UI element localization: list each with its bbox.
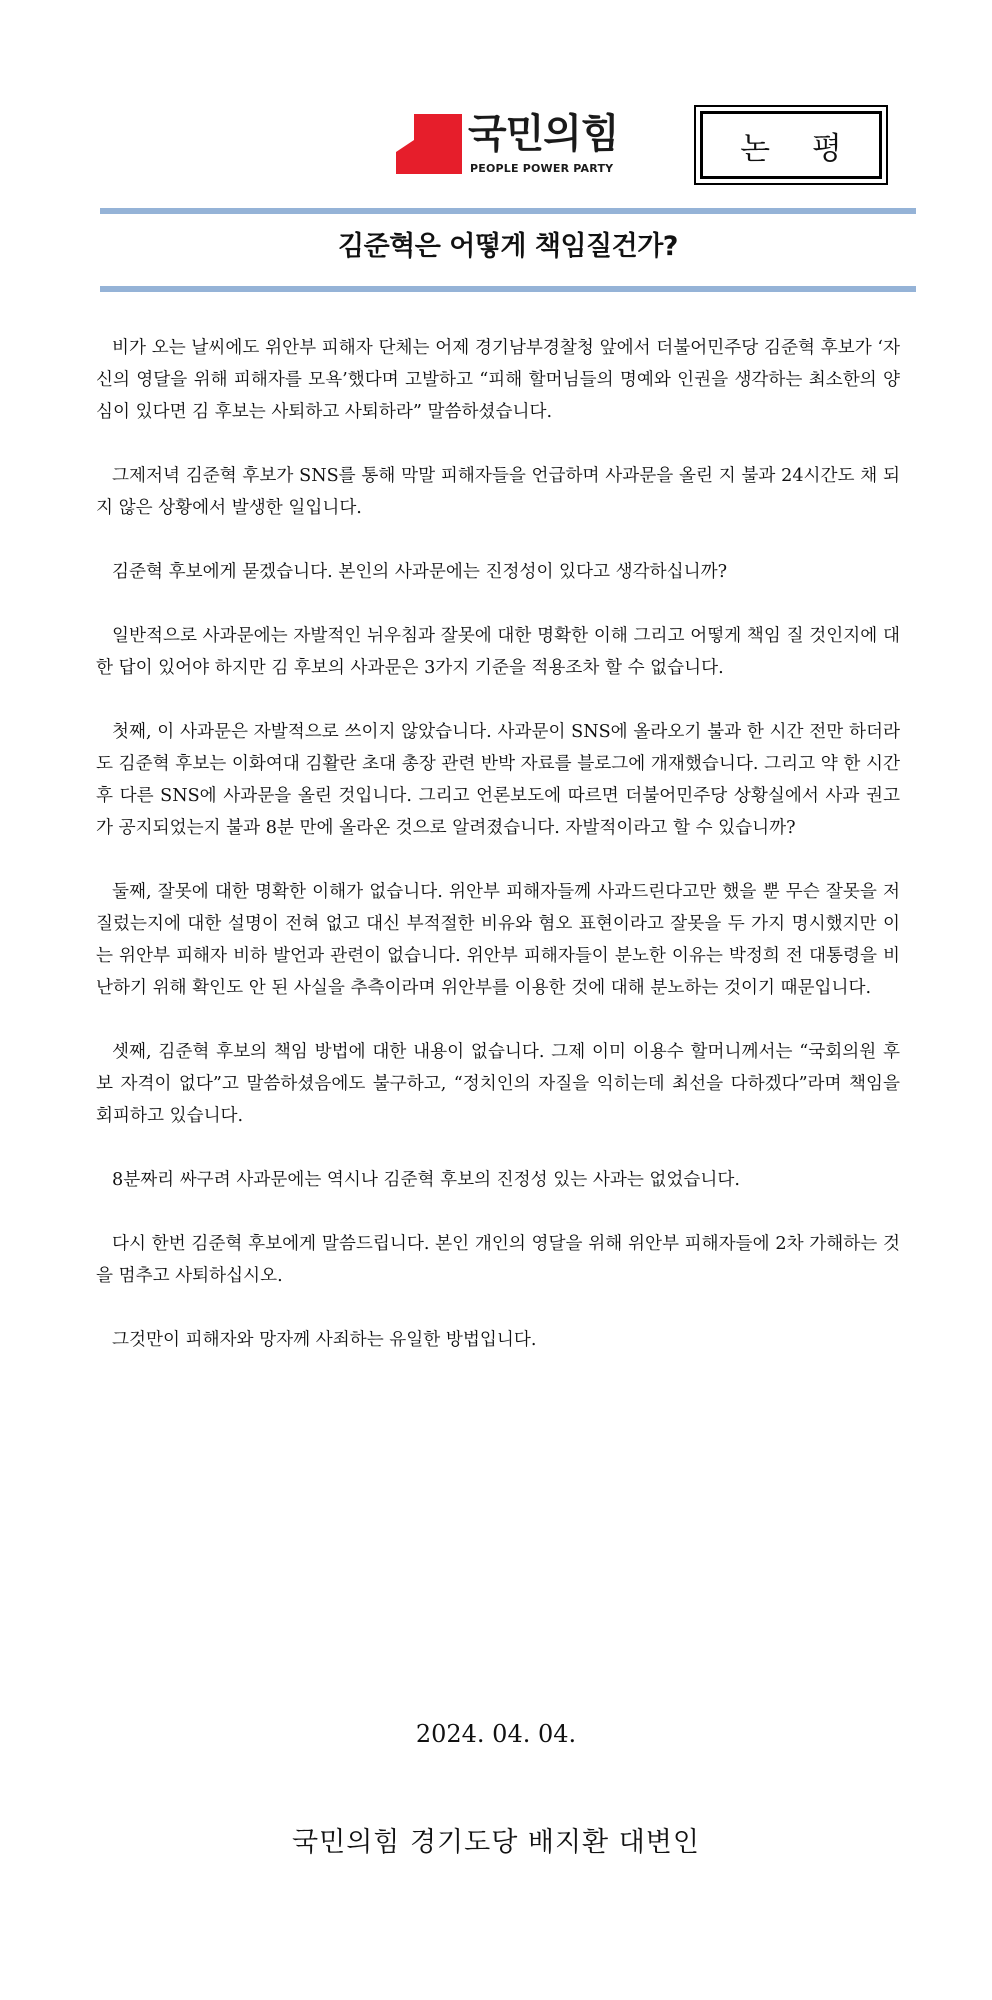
paragraph-9: 다시 한번 김준혁 후보에게 말씀드립니다. 본인 개인의 영달을 위해 위안부 피해자들에 2차 가해하는 것을 멈추고 사퇴하십시오. — [96, 1234, 900, 1286]
paragraph-10: 그것만이 피해자와 망자께 사죄하는 유일한 방법입니다. — [112, 1330, 537, 1350]
release-date: 2024. 04. 04. — [415, 1720, 577, 1748]
paragraph-3: 김준혁 후보에게 묻겠습니다. 본인의 사과문에는 진정성이 있다고 생각하십니까? — [112, 562, 728, 582]
paragraph-7: 셋째, 김준혁 후보의 책임 방법에 대한 내용이 없습니다. 그제 이미 이용수 할머니께서는 “국회의원 후보 자격이 없다”고 말씀하셨음에도 불구하고, “정치인의 자질을 익히는데 최선을 다하겠다”라며 책임을 회피하고 있습니다. — [96, 1042, 900, 1126]
page-title: 김준혁은 어떻게 책임질건가? — [338, 231, 678, 262]
paragraph-4: 일반적으로 사과문에는 자발적인 뉘우침과 잘못에 대한 명확한 이해 그리고 어떻게 책임 질 것인지에 대한 답이 있어야 하지만 김 후보의 사과문은 3가지 기준을 적용조차 할 수 없습니다. — [96, 626, 900, 678]
party-logo-icon — [396, 114, 462, 174]
paragraph-2: 그제저녁 김준혁 후보가 SNS를 통해 막말 피해자들을 언급하며 사과문을 올린 지 불과 24시간도 채 되지 않은 상황에서 발생한 일입니다. — [96, 466, 900, 518]
paragraph-1: 비가 오는 날씨에도 위안부 피해자 단체는 어제 경기남부경찰청 앞에서 더불어민주당 김준혁 후보가 ‘자신의 영달을 위해 피해자를 모욕’했다며 고발하고 “피해 할머님들의 명예와 인권을 생각하는 최소한의 양심이 있다면 김 후보는 사퇴하고 사퇴하라” 말씀하셨습니다. — [96, 338, 900, 422]
paragraph-8: 8분짜리 싸구려 사과문에는 역시나 김준혁 후보의 진정성 있는 사과는 없었습니다. — [112, 1170, 740, 1190]
party-logo-korean: 국민의힘 — [468, 111, 619, 157]
party-logo — [396, 110, 619, 182]
title-rule-top — [100, 208, 916, 214]
statement-body — [96, 332, 900, 1356]
spokesperson-signature: 국민의힘 경기도당 배지환 대변인 — [292, 1827, 700, 1858]
party-logo-english: PEOPLE POWER PARTY — [470, 162, 614, 175]
paragraph-6: 둘째, 잘못에 대한 명확한 이해가 없습니다. 위안부 피해자들께 사과드린다고만 했을 뿐 무슨 잘못을 저질렀는지에 대한 설명이 전혀 없고 대신 부적절한 비유와 혐오 표현이라고 잘못을 두 가지 명시했지만 이는 위안부 피해자 비하 발언과 관련이 없습니다. 위안부 피해자들이 분노한 이유는 박정희 전 대통령을 비난하기 위해 확인도 안 된 사실을 추측이라며 위안부를 이용한 것에 대해 분노하는 것이기 때문입니다. — [96, 882, 900, 998]
commentary-badge-label: 논 평 — [700, 111, 882, 179]
paragraph-5: 첫째, 이 사과문은 자발적으로 쓰이지 않았습니다. 사과문이 SNS에 올라오기 불과 한 시간 전만 하더라도 김준혁 후보는 이화여대 김활란 초대 총장 관련 반박 자료를 블로그에 개재했습니다. 그리고 약 한 시간 후 다른 SNS에 사과문을 올린 것입니다. 그리고 언론보도에 따르면 더불어민주당 상황실에서 사과 권고가 공지되었는지 불과 8분 만에 올라온 것으로 알려졌습니다. 자발적이라고 할 수 있습니까? — [96, 722, 900, 838]
commentary-badge — [694, 105, 888, 185]
title-rule-bottom — [100, 286, 916, 292]
